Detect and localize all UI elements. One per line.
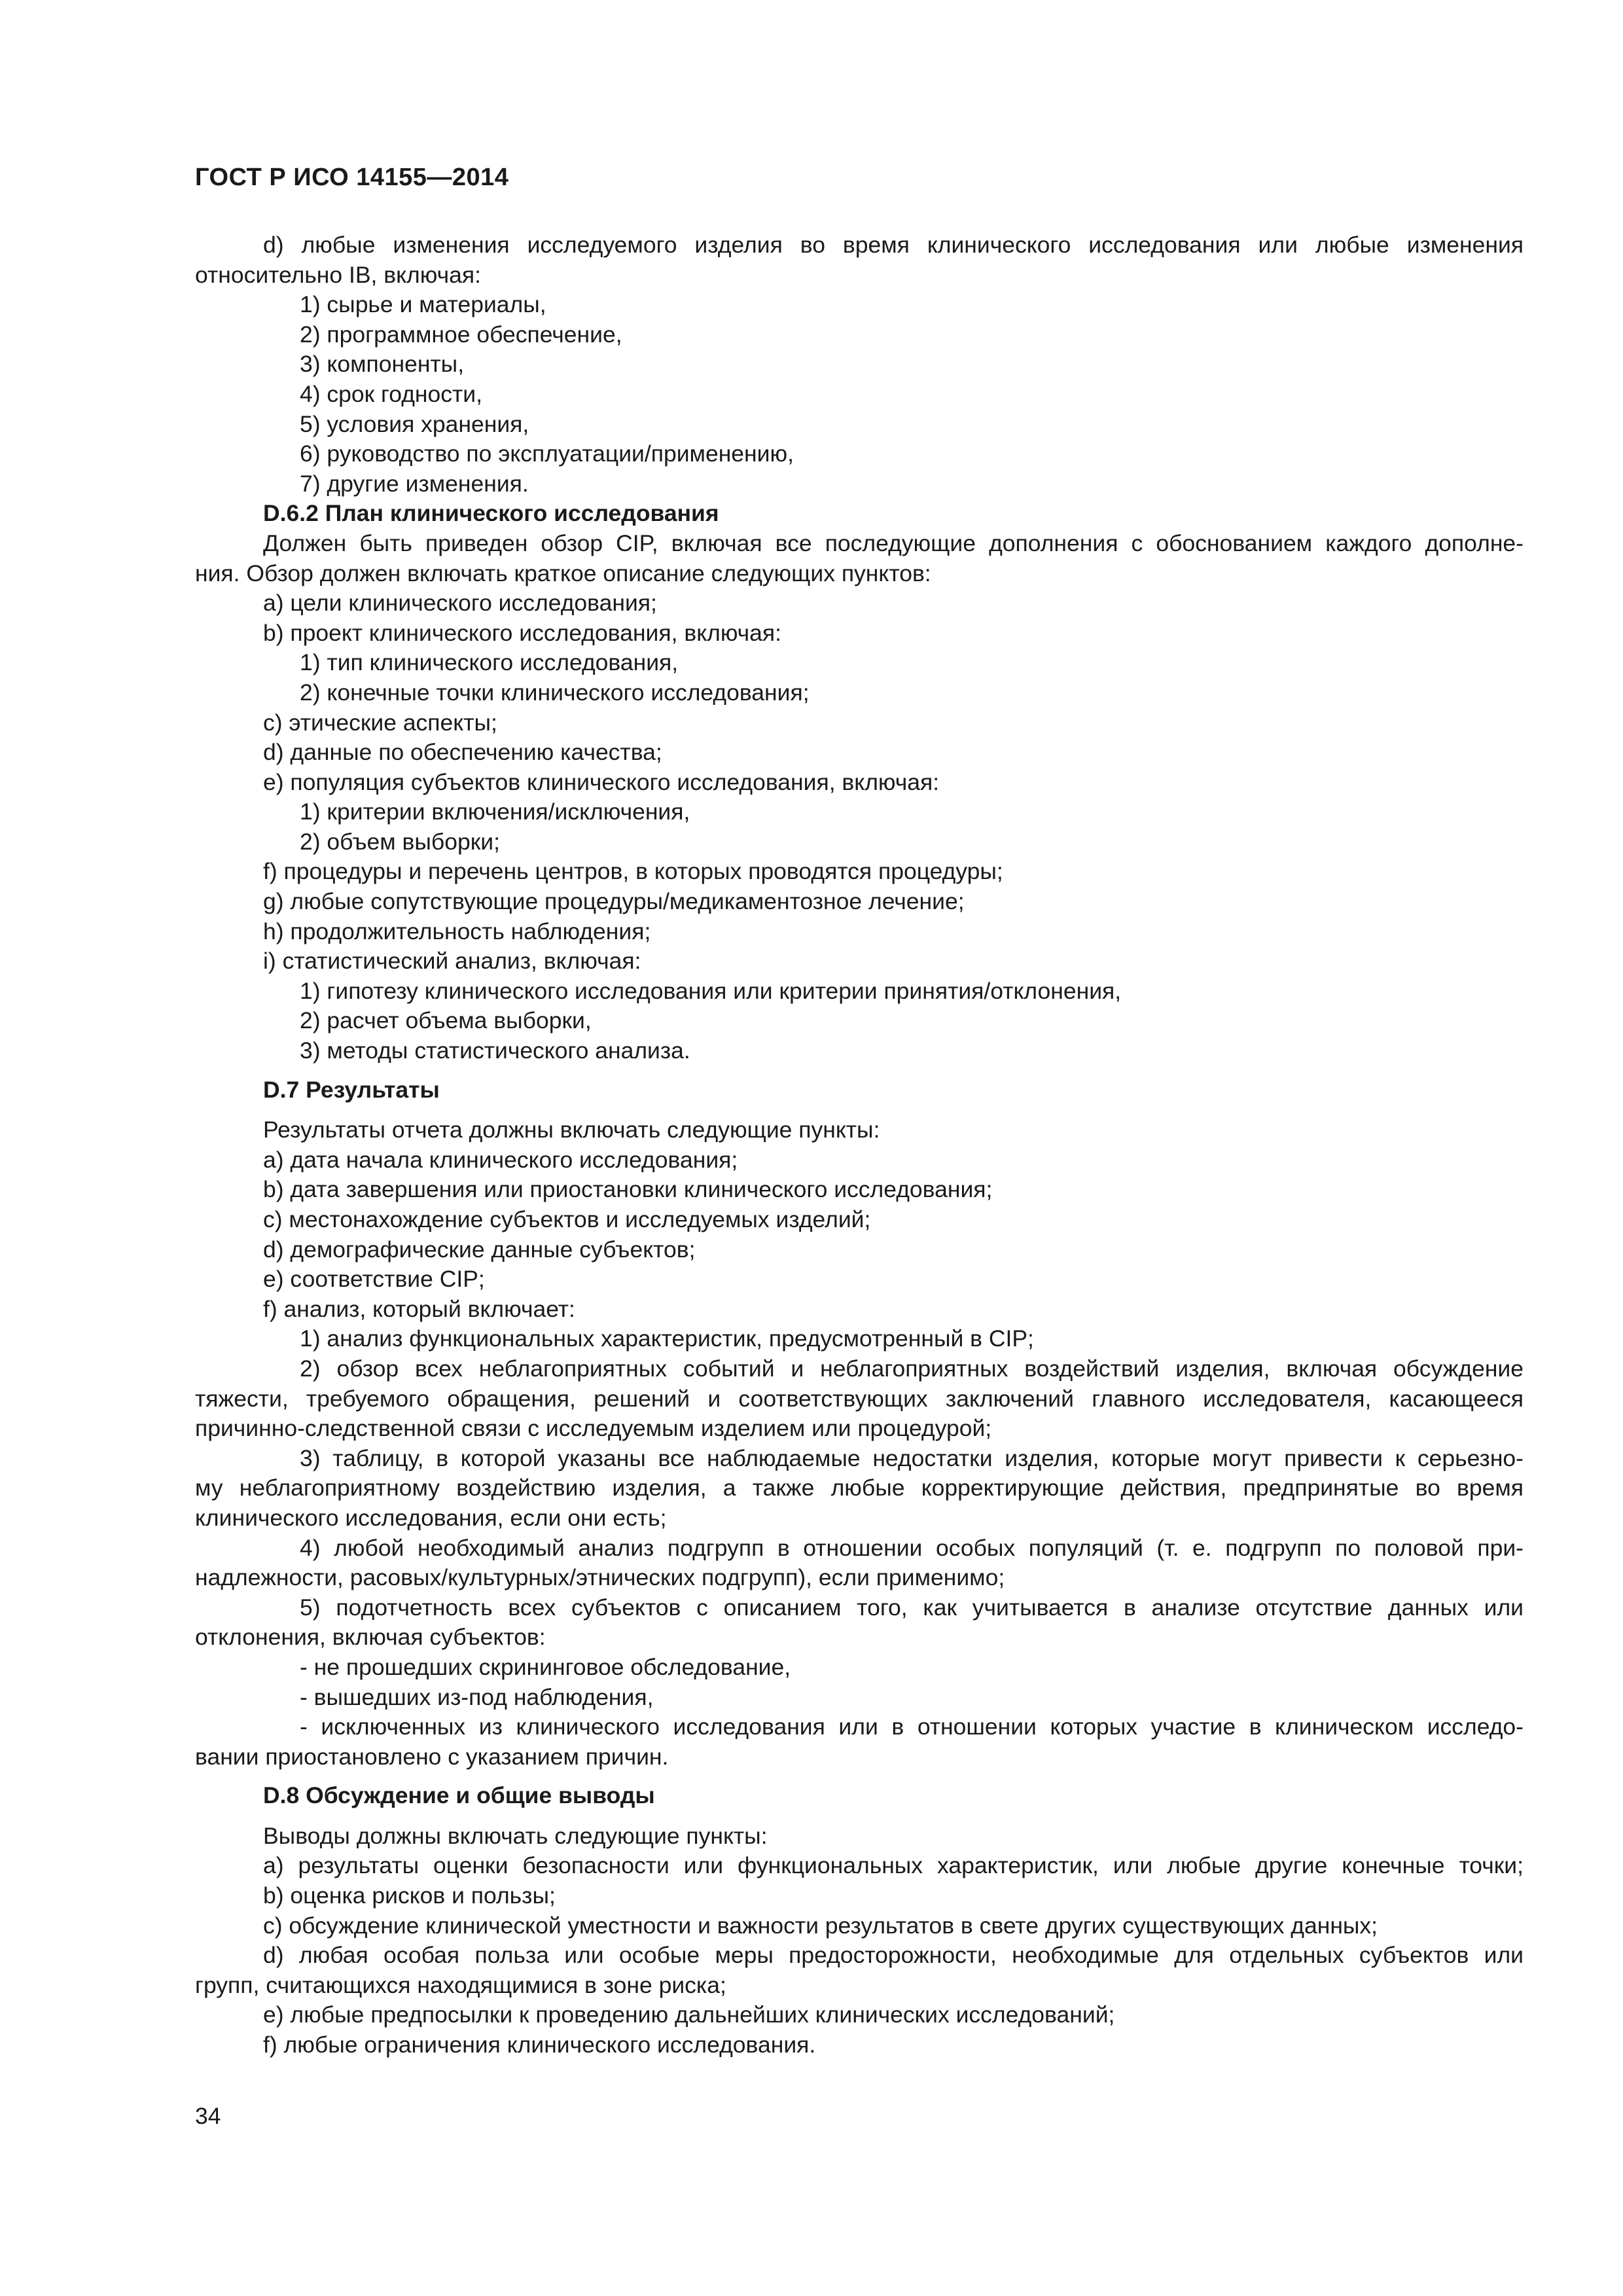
- list-item: 5) условия хранения,: [300, 410, 529, 437]
- list-item: - вышедших из-под наблюдения,: [300, 1683, 654, 1710]
- list-item: 6) руководство по эксплуатации/применению,: [300, 440, 794, 467]
- paragraph-line: 4) любой необходимый анализ подгрупп в отношении особых популяций (т. е. подгрупп по половой при-: [300, 1534, 1524, 1561]
- list-item: f) процедуры и перечень центров, в которых проводятся процедуры;: [263, 858, 1003, 885]
- list-item: 2) конечные точки клинического исследования;: [300, 679, 810, 706]
- paragraph-line: 5) подотчетность всех субъектов с описанием того, как учитывается в анализе отсутствие данных или: [300, 1594, 1524, 1621]
- paragraph-line: отклонения, включая субъектов:: [195, 1624, 546, 1651]
- section-heading-d8: D.8 Обсуждение и общие выводы: [263, 1782, 655, 1809]
- paragraph-line: относительно IB, включая:: [195, 261, 481, 288]
- paragraph-line: надлежности, расовых/культурных/этнических подгрупп), если применимо;: [195, 1564, 1005, 1591]
- document-header-title: ГОСТ Р ИСО 14155—2014: [195, 164, 509, 191]
- list-item: 1) гипотезу клинического исследования или критерии принятия/отклонения,: [300, 977, 1122, 1004]
- list-item: i) статистический анализ, включая:: [263, 948, 641, 975]
- paragraph-line: групп, считающихся находящимися в зоне риска;: [195, 1971, 726, 1998]
- paragraph-line: d) любая особая польза или особые меры предосторожности, необходимые для отдельных субъектов или: [263, 1942, 1524, 1969]
- paragraph-line: Результаты отчета должны включать следующие пункты:: [263, 1117, 880, 1143]
- list-item: 1) тип клинического исследования,: [300, 649, 679, 676]
- list-item: 1) анализ функциональных характеристик, предусмотренный в CIP;: [300, 1325, 1034, 1352]
- list-item: с) местонахождение субъектов и исследуемых изделий;: [263, 1206, 871, 1232]
- list-item: 2) объем выборки;: [300, 828, 500, 855]
- paragraph-line: вании приостановлено с указанием причин.: [195, 1743, 669, 1770]
- list-item: 3) компоненты,: [300, 351, 465, 378]
- list-item: f) анализ, который включает:: [263, 1295, 575, 1322]
- list-item: b) дата завершения или приостановки клинического исследования;: [263, 1176, 993, 1203]
- list-item: 2) расчет объема выборки,: [300, 1007, 592, 1034]
- paragraph-line: 3) таблицу, в которой указаны все наблюдаемые недостатки изделия, которые могут привести к серьезно-: [300, 1444, 1524, 1471]
- list-item: 3) методы статистического анализа.: [300, 1037, 690, 1064]
- list-item: h) продолжительность наблюдения;: [263, 918, 651, 944]
- list-item: а) дата начала клинического исследования;: [263, 1146, 738, 1173]
- list-item: - не прошедших скрининговое обследование,: [300, 1653, 791, 1680]
- list-item: d) данные по обеспечению качества;: [263, 739, 662, 766]
- list-item: b) проект клинического исследования, включая:: [263, 619, 782, 646]
- list-item: 4) срок годности,: [300, 380, 482, 407]
- paragraph-line: причинно-следственной связи с исследуемым изделием или процедурой;: [195, 1415, 992, 1442]
- paragraph-line: му неблагоприятному воздействию изделия, а также любые корректирующие действия, предпринятые во время: [195, 1475, 1524, 1501]
- paragraph-line: тяжести, требуемого обращения, решений и соответствующих заключений главного исследователя, касающееся: [195, 1385, 1524, 1412]
- list-item: b) оценка рисков и пользы;: [263, 1882, 556, 1909]
- paragraph-line: ния. Обзор должен включать краткое описание следующих пунктов:: [195, 560, 931, 586]
- page-number: 34: [195, 2103, 221, 2129]
- list-item: g) любые сопутствующие процедуры/медикаментозное лечение;: [263, 888, 965, 915]
- section-heading-d7: D.7 Результаты: [263, 1076, 440, 1103]
- list-item: а) результаты оценки безопасности или функциональных характеристик, или любые другие конечные точки;: [263, 1852, 1524, 1879]
- paragraph-line: 2) обзор всех неблагоприятных событий и неблагоприятных воздействий изделия, включая обсуждение: [300, 1355, 1524, 1382]
- list-item: с) этические аспекты;: [263, 709, 497, 736]
- paragraph-line: - исключенных из клинического исследования или в отношении которых участие в клиническом исследо-: [300, 1713, 1524, 1740]
- document-body: [195, 230, 1524, 2060]
- paragraph-line: Выводы должны включать следующие пункты:: [263, 1822, 768, 1849]
- paragraph-line: клинического исследования, если они есть;: [195, 1504, 667, 1531]
- list-item: е) любые предпосылки к проведению дальнейших клинических исследований;: [263, 2001, 1115, 2028]
- list-item: 1) критерии включения/исключения,: [300, 798, 690, 825]
- list-item: 2) программное обеспечение,: [300, 321, 622, 348]
- list-item: а) цели клинического исследования;: [263, 590, 657, 617]
- list-item: е) соответствие CIP;: [263, 1266, 485, 1293]
- section-heading-d62: D.6.2 План клинического исследования: [263, 500, 719, 527]
- list-item: е) популяция субъектов клинического исследования, включая:: [263, 768, 940, 795]
- paragraph-line: d) любые изменения исследуемого изделия во время клинического исследования или любые изменения: [263, 232, 1524, 258]
- list-item: f) любые ограничения клинического исследования.: [263, 2032, 816, 2058]
- paragraph-line: Должен быть приведен обзор CIP, включая все последующие дополнения с обоснованием каждого дополне-: [263, 529, 1524, 556]
- list-item: d) демографические данные субъектов;: [263, 1236, 696, 1263]
- list-item: с) обсуждение клинической уместности и важности результатов в свете других существующих данных;: [263, 1912, 1378, 1939]
- list-item: 1) сырье и материалы,: [300, 291, 546, 318]
- list-item: 7) другие изменения.: [300, 470, 529, 497]
